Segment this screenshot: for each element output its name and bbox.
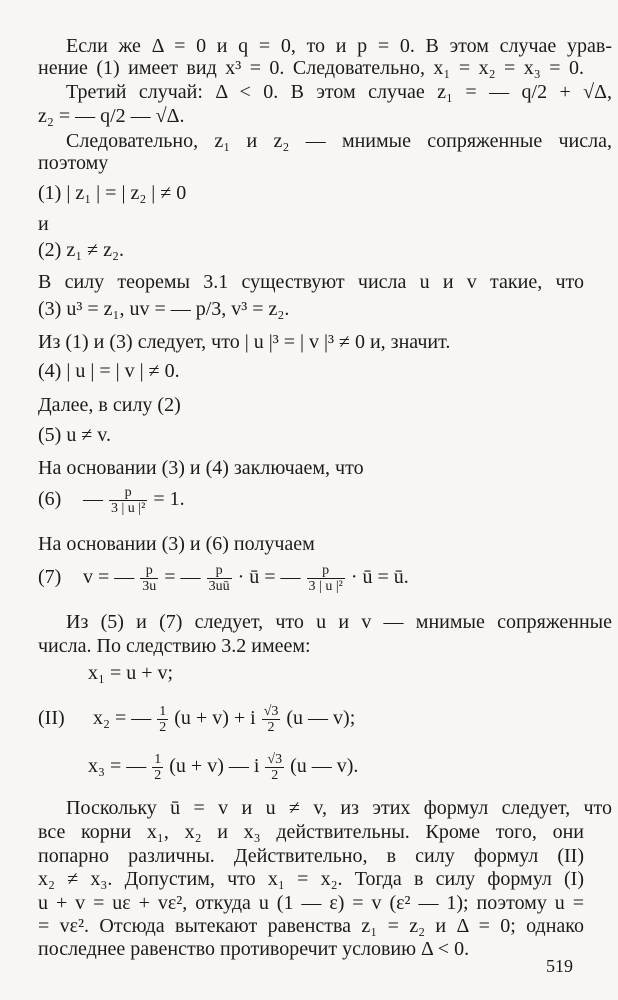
fraction: $\frac{1}{2}$ — [154, 751, 162, 783]
system-x2: (II) x₂ = — $\frac{1}{2}$ (u + v) + i $\frac{√3}{2}$ (u — v); — [38, 700, 584, 736]
text-line: попарно различны. Действительно, в силу формул (II) — [38, 845, 584, 867]
text-line: последнее равенство противоречит условию Δ < 0. — [38, 938, 470, 960]
equation-6: (6) — $\frac{p}{\text{3 | u |²}}$ = 1. — [38, 484, 185, 516]
text-line: Следовательно, z₁ и z₂ — мнимые сопряженные числа, — [66, 130, 612, 152]
text-line: Если же Δ = 0 и q = 0, то и p = 0. В этом случае урав- — [66, 35, 612, 57]
equation-3: (3) u³ = z₁, uv = — p/3, v³ = z₂. — [38, 298, 290, 320]
text-line: числа. По следствию 3.2 имеем: — [38, 635, 311, 657]
text-line: все корни x₁, x₂ и x₃ действительны. Кроме того, они — [38, 821, 584, 843]
equation-5: (5) u ≠ v. — [38, 424, 111, 446]
equation-4: (4) | u | = | v | ≠ 0. — [38, 360, 180, 382]
fraction: $\frac{1}{2}$ — [159, 703, 167, 735]
text-line: Поскольку ū = v и u ≠ v, из этих формул следует, что — [66, 797, 612, 819]
system-x1: x₁ = u + v; — [88, 662, 174, 684]
text-line: В силу теоремы 3.1 существуют числа u и v такие, что — [38, 271, 584, 293]
equation-2: (2) z₁ ≠ z₂. — [38, 239, 124, 261]
text-line: = vε². Отсюда вытекают равенства z₁ = z₂ и Δ = 0; однако — [38, 915, 584, 937]
system-x3: x₃ = — $\frac{1}{2}$ (u + v) — i $\frac{√3}{2}$ (u — v). — [88, 751, 359, 783]
text-line: u + v = uε + vε², откуда u (1 — ε) = v (ε² — 1); поэтому u = — [38, 892, 584, 914]
text-line: Третий случай: Δ < 0. В этом случае z₁ = — q/2 + √Δ, — [66, 81, 612, 103]
text-line: x₂ ≠ x₃. Допустим, что x₁ = x₂. Тогда в силу формул (I) — [38, 868, 584, 890]
fraction: $\frac{p}{\text{3 | u |²}}$ — [308, 562, 343, 594]
equation-7: (7) v = — $\frac{p}{3u}$ = — $\frac{p}{3uū}$ · ū = — $\frac{p}{\text{3 | u |²}}$ · ū = ū. — [38, 562, 409, 594]
text-line: и — [38, 213, 49, 235]
text-line: На основании (3) и (6) получаем — [38, 533, 315, 555]
fraction: $\frac{√3}{2}$ — [263, 703, 279, 735]
text-line: нение (1) имеет вид x³ = 0. Следовательно, x₁ = x₂ = x₃ = 0. — [38, 57, 584, 79]
equation-1: (1) | z₁ | = | z₂ | ≠ 0 — [38, 182, 187, 204]
system-label: (II) — [38, 707, 65, 729]
fraction: $\frac{p}{3uū}$ — [208, 562, 230, 594]
page-number: 519 — [546, 956, 573, 976]
text-line: Из (5) и (7) следует, что u и v — мнимые сопряженные — [66, 611, 612, 633]
text-line: поэтому — [38, 152, 109, 174]
fraction: $\frac{p}{3u}$ — [142, 562, 157, 594]
text-line: На основании (3) и (4) заключаем, что — [38, 457, 364, 479]
text-line: z₂ = — q/2 — √Δ. — [38, 105, 185, 127]
text-line: Из (1) и (3) следует, что | u |³ = | v |³ ≠ 0 и, значит. — [38, 331, 451, 353]
fraction: $\frac{√3}{2}$ — [267, 751, 283, 783]
text-line: Далее, в силу (2) — [38, 394, 181, 416]
fraction: $\frac{p}{\text{3 | u |²}}$ — [111, 484, 146, 516]
